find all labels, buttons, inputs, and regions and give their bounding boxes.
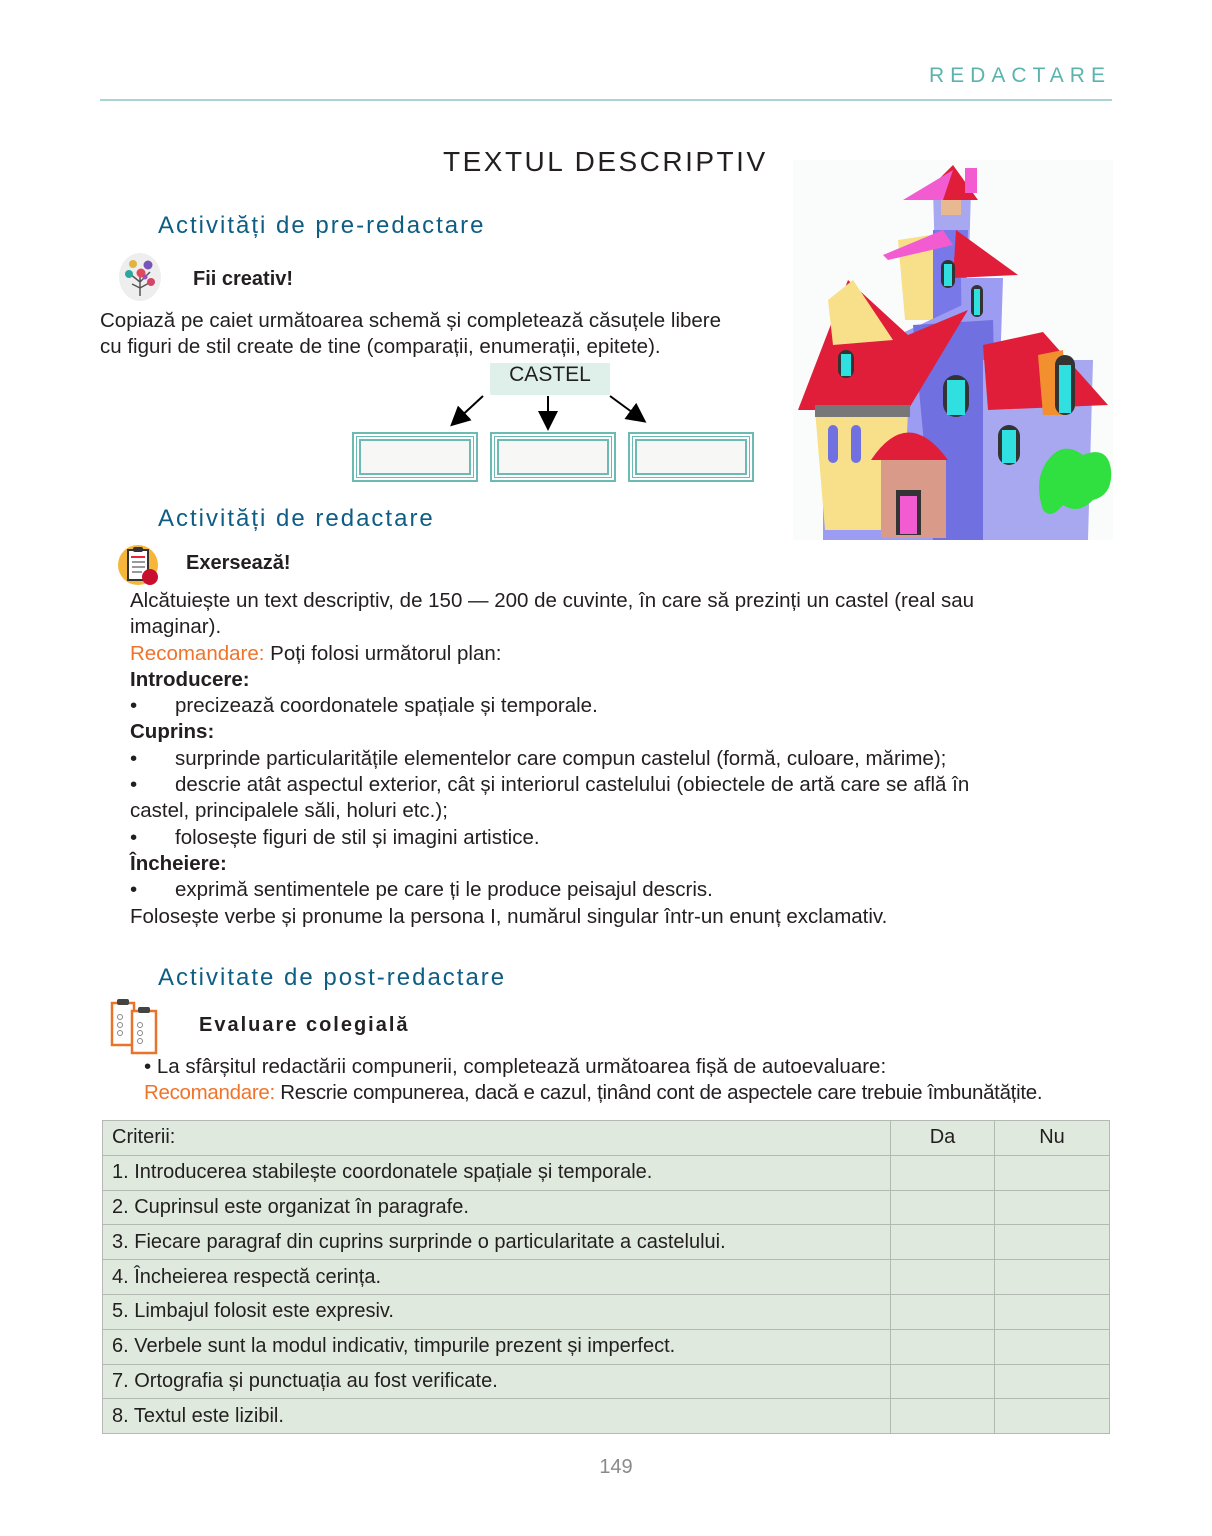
table-row	[103, 1399, 1110, 1434]
diagram-arrows	[440, 390, 660, 435]
table-row	[103, 1329, 1110, 1364]
plan-body-item	[130, 825, 1110, 851]
recommendation-text: Poți folosi următorul plan:	[264, 641, 502, 665]
nu-cell[interactable]	[995, 1399, 1110, 1434]
page-title: TEXTUL DESCRIPTIV	[443, 146, 768, 177]
writing-recommendation	[130, 641, 1110, 667]
bullet: •	[130, 825, 138, 849]
table-row	[103, 1225, 1110, 1260]
da-cell[interactable]	[891, 1399, 995, 1434]
bullet: •	[130, 878, 138, 902]
bullet: •	[130, 746, 138, 770]
table-row	[103, 1294, 1110, 1329]
criterion-text: 6. Verbele sunt la modul indicativ, timpurile prezent și imperfect.	[103, 1329, 891, 1364]
task-title-fii-creativ: Fii creativ!	[193, 268, 294, 290]
task-title-exerseaza: Exersează!	[186, 552, 291, 574]
pre-writing-instruction	[100, 308, 721, 361]
writing-instructions	[130, 588, 1110, 930]
nu-cell[interactable]	[995, 1260, 1110, 1295]
self-evaluation-table	[102, 1120, 1110, 1434]
section-title-writing: Activități de redactare	[158, 505, 435, 532]
nu-cell[interactable]	[995, 1190, 1110, 1225]
header-criteria: Criterii:	[103, 1121, 891, 1156]
plan-item-continuation: castel, principalele săli, holuri etc.);	[130, 799, 448, 823]
writing-intro-line: Alcătuiește un text descriptiv, de 150 — 200 de cuvinte, în care să prezinți un castel (real sau	[130, 589, 974, 612]
nu-cell[interactable]	[995, 1329, 1110, 1364]
nu-cell[interactable]	[995, 1155, 1110, 1190]
criterion-text: 3. Fiecare paragraf din cuprins surprinde o particularitate a castelului.	[103, 1225, 891, 1260]
section-title-post-writing: Activitate de post-redactare	[158, 964, 507, 991]
criterion-text: 2. Cuprinsul este organizat în paragrafe.	[103, 1190, 891, 1225]
table-row	[103, 1260, 1110, 1295]
instruction-line: cu figuri de stil create de tine (comparații, enumerații, epitete).	[100, 335, 661, 359]
writing-intro-line: imaginar).	[130, 615, 222, 639]
page-number: 149	[599, 1456, 633, 1478]
plan-item-text: folosește figuri de stil și imagini artistice.	[175, 825, 540, 849]
instruction-line: Copiază pe caiet următoarea schemă și completează căsuțele libere	[100, 309, 722, 332]
plan-conclusion-heading: Încheiere:	[130, 851, 227, 875]
nu-cell[interactable]	[995, 1225, 1110, 1260]
diagram-empty-box-2[interactable]	[490, 432, 616, 482]
criterion-text: 5. Limbajul folosit este expresiv.	[103, 1294, 891, 1329]
diagram-center-label: CASTEL	[490, 363, 610, 395]
bullet: •	[130, 773, 138, 797]
da-cell[interactable]	[891, 1260, 995, 1295]
flowers-icon	[118, 252, 162, 302]
da-cell[interactable]	[891, 1190, 995, 1225]
criterion-text: 8. Textul este lizibil.	[103, 1399, 891, 1434]
diagram-empty-box-3[interactable]	[628, 432, 754, 482]
bullet: •	[130, 694, 138, 718]
da-cell[interactable]	[891, 1294, 995, 1329]
recommendation-label: Recomandare:	[130, 641, 265, 665]
plan-item-text: exprimă sentimentele pe care ți le produce peisajul descris.	[175, 878, 713, 902]
criterion-text: 1. Introducerea stabilește coordonatele spațiale și temporale.	[103, 1155, 891, 1190]
clipboards-checklist-icon	[104, 995, 164, 1055]
section-title-pre-writing: Activități de pre-redactare	[158, 212, 486, 239]
task-title-evaluare-colegiala: Evaluare colegială	[199, 1014, 410, 1036]
header-nu: Nu	[995, 1121, 1110, 1156]
recommendation-text: Rescrie compunerea, dacă e cazul, ținând cont de aspectele care trebuie îmbunătățite.	[274, 1081, 1043, 1105]
post-writing-recommendation	[144, 1080, 1042, 1106]
criterion-text: 7. Ortografia și punctuația au fost verificate.	[103, 1364, 891, 1399]
criterion-text: 4. Încheierea respectă cerința.	[103, 1260, 891, 1295]
recommendation-label: Recomandare:	[144, 1081, 275, 1105]
running-head: REDACTARE	[929, 64, 1111, 87]
header-da: Da	[891, 1121, 995, 1156]
nu-cell[interactable]	[995, 1364, 1110, 1399]
post-writing-instruction: • La sfârșitul redactării compunerii, completează următoarea fișă de autoevaluare:	[144, 1055, 887, 1078]
plan-body-item	[130, 746, 1110, 772]
plan-intro-item	[130, 693, 1110, 719]
plan-closing-note: Folosește verbe și pronume la persona I, numărul singular într-un enunț exclamativ.	[130, 904, 888, 928]
plan-item-text: surprinde particularitățile elementelor care compun castelul (formă, culoare, mărime);	[175, 746, 947, 770]
da-cell[interactable]	[891, 1225, 995, 1260]
diagram-empty-box-1[interactable]	[352, 432, 478, 482]
table-row	[103, 1190, 1110, 1225]
nu-cell[interactable]	[995, 1294, 1110, 1329]
castle-illustration	[793, 160, 1113, 540]
da-cell[interactable]	[891, 1364, 995, 1399]
clipboard-apple-icon	[118, 543, 162, 587]
da-cell[interactable]	[891, 1155, 995, 1190]
post-writing-instructions	[144, 1054, 1042, 1107]
plan-item-text: precizează coordonatele spațiale și temporale.	[175, 694, 598, 718]
table-row	[103, 1364, 1110, 1399]
plan-body-item	[130, 772, 1110, 798]
header-divider	[100, 99, 1112, 101]
plan-item-text: descrie atât aspectul exterior, cât și interiorul castelului (obiectele de artă care se află în	[175, 773, 970, 797]
plan-conclusion-item	[130, 877, 1110, 903]
table-row	[103, 1155, 1110, 1190]
plan-intro-heading: Introducere:	[130, 667, 250, 691]
da-cell[interactable]	[891, 1329, 995, 1364]
plan-body-heading: Cuprins:	[130, 720, 215, 744]
table-header-row	[103, 1121, 1110, 1156]
